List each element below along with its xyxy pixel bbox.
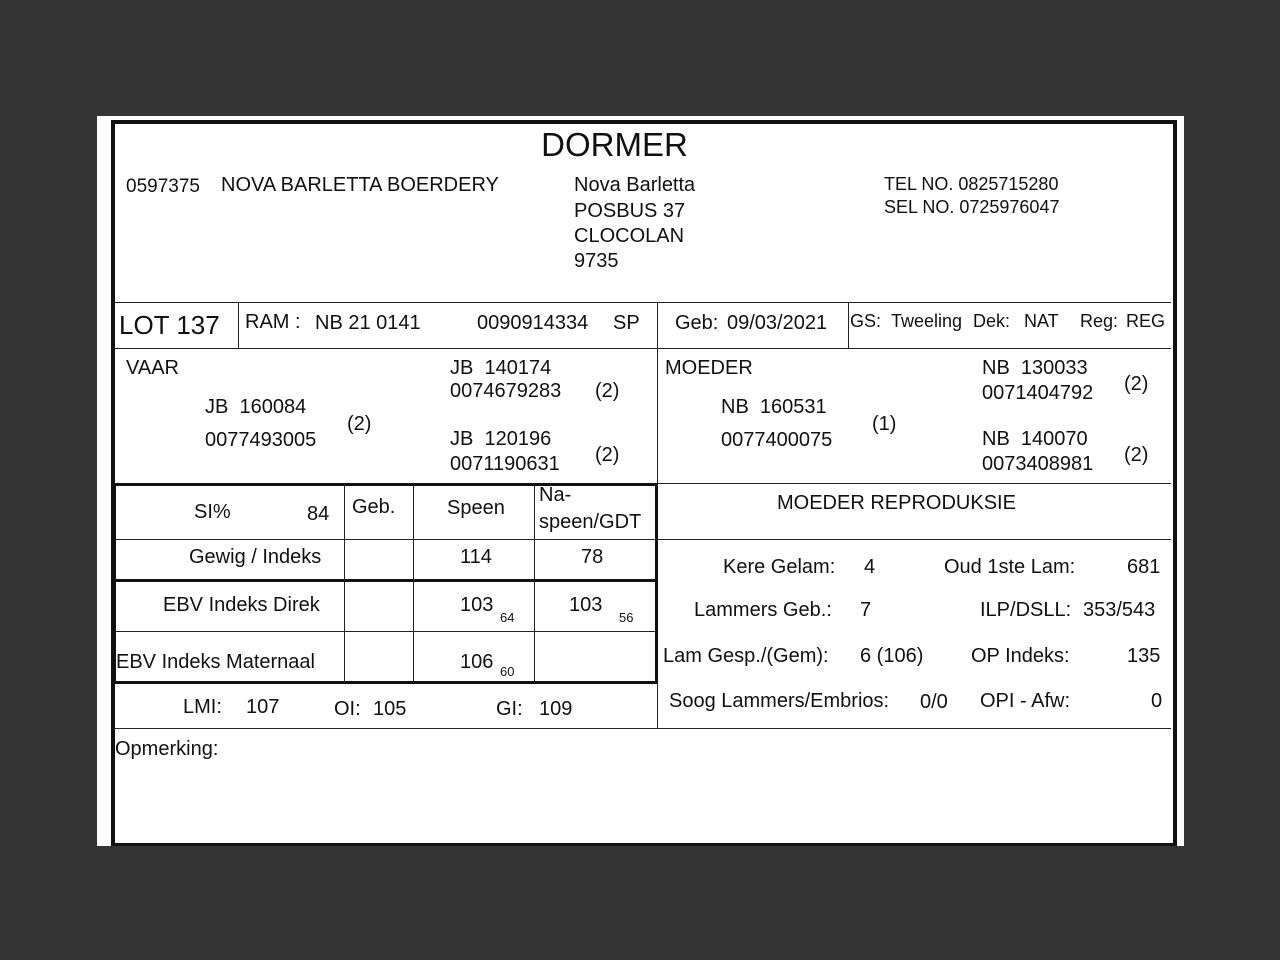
reg-value: REG xyxy=(1126,311,1166,331)
dam-number: 0077400075 xyxy=(721,429,833,451)
ram-label: RAM : xyxy=(245,311,301,333)
rule-perf-row3 xyxy=(113,631,657,632)
oi-label: OI: xyxy=(334,698,361,720)
sire-dam-number: 0071190631 xyxy=(450,453,560,475)
rule-perf-top xyxy=(113,483,657,486)
lot-number: LOT 137 xyxy=(119,310,220,340)
si-value: 84 xyxy=(307,503,330,525)
row-maternaal-label: EBV Indeks Maternaal xyxy=(116,651,315,673)
rule-lot-bottom xyxy=(113,348,1171,349)
address-line-4: 9735 xyxy=(574,250,619,272)
dam-code: (1) xyxy=(872,413,897,435)
lammers-label: Lammers Geb.: xyxy=(694,599,832,621)
breeder-code: 0597375 xyxy=(126,176,200,197)
rule-perf-row1 xyxy=(113,539,1171,540)
col-naspeen-header-1: Na- xyxy=(539,484,572,506)
ram-number: 0090914334 xyxy=(477,312,589,334)
remarks-label: Opmerking: xyxy=(115,738,219,760)
soog-label: Soog Lammers/Embrios: xyxy=(669,690,890,712)
ram-type: SP xyxy=(613,312,640,334)
row-direk-naspeen: 103 xyxy=(569,594,603,616)
breeder-name: NOVA BARLETTA BOERDERY xyxy=(221,174,499,196)
ilp-label: ILP/DSLL: xyxy=(980,599,1072,621)
sire-sire-number: 0074679283 xyxy=(450,380,562,402)
dam-dam-number: 0073408981 xyxy=(982,453,1094,475)
sel-number: SEL NO. 0725976047 xyxy=(884,197,1060,217)
dam-sire-code: (2) xyxy=(1124,373,1149,395)
geb-label: Geb: xyxy=(675,312,719,334)
gesp-value: 6 (106) xyxy=(860,645,924,667)
gi-value: 109 xyxy=(539,698,573,720)
moeder-label: MOEDER xyxy=(665,357,753,379)
dek-value: NAT xyxy=(1024,311,1059,331)
address-line-2: POSBUS 37 xyxy=(574,200,686,222)
sire-dam-id: JB 120196 xyxy=(450,428,552,450)
reg-label: Reg: xyxy=(1080,311,1119,331)
lammers-value: 7 xyxy=(860,599,872,621)
row-maternaal-speen: 106 xyxy=(460,651,494,673)
row-gewig-naspeen: 78 xyxy=(581,546,604,568)
address-line-1: Nova Barletta xyxy=(574,174,696,196)
oi-value: 105 xyxy=(373,698,407,720)
dam-dam-code: (2) xyxy=(1124,444,1149,466)
op-value: 135 xyxy=(1127,645,1161,667)
row-direk-speen: 103 xyxy=(460,594,494,616)
card-bottom-line xyxy=(111,843,1173,846)
ilp-value: 353/543 xyxy=(1083,599,1156,621)
sire-sire-code: (2) xyxy=(595,380,620,402)
rule-lot-v1 xyxy=(238,302,239,348)
row-direk-label: EBV Indeks Direk xyxy=(163,594,320,616)
lmi-label: LMI: xyxy=(183,696,222,718)
dam-sire-id: NB 130033 xyxy=(982,357,1088,379)
gi-label: GI: xyxy=(496,698,523,720)
si-label: SI% xyxy=(194,501,231,523)
kere-label: Kere Gelam: xyxy=(723,556,836,578)
vaar-label: VAAR xyxy=(126,357,179,379)
rule-perf-v2 xyxy=(413,483,414,683)
rule-lot-top xyxy=(113,302,1171,303)
lot-card xyxy=(97,116,1184,846)
row-direk-naspeen-sub: 56 xyxy=(619,610,634,625)
row-gewig-speen: 114 xyxy=(460,546,492,568)
col-speen-header: Speen xyxy=(447,497,505,519)
dam-dam-id: NB 140070 xyxy=(982,428,1088,450)
col-geb-header: Geb. xyxy=(352,496,396,518)
op-label: OP Indeks: xyxy=(971,645,1070,667)
rule-perf-v3 xyxy=(534,483,535,683)
dam-sire-number: 0071404792 xyxy=(982,382,1094,404)
rule-perf-row2 xyxy=(113,579,657,582)
col-naspeen-header-2: speen/GDT xyxy=(539,511,642,533)
sire-sire-id: JB 140174 xyxy=(450,357,552,379)
dek-label: Dek: xyxy=(973,311,1011,331)
sire-number: 0077493005 xyxy=(205,429,317,451)
row-maternaal-speen-sub: 60 xyxy=(500,664,515,679)
row-gewig-label: Gewig / Indeks xyxy=(189,546,322,568)
soog-value: 0/0 xyxy=(920,691,948,713)
oud-label: Oud 1ste Lam: xyxy=(944,556,1076,578)
gesp-label: Lam Gesp./(Gem): xyxy=(663,645,829,667)
kere-value: 4 xyxy=(864,556,876,578)
repro-title: MOEDER REPRODUKSIE xyxy=(777,492,1016,514)
opi-value: 0 xyxy=(1151,690,1163,712)
oud-value: 681 xyxy=(1127,556,1161,578)
rule-perf-v1 xyxy=(344,483,345,683)
tel-number: TEL NO. 0825715280 xyxy=(884,174,1059,194)
ram-id: NB 21 0141 xyxy=(315,312,421,334)
row-direk-speen-sub: 64 xyxy=(500,610,515,625)
rule-lot-v3 xyxy=(848,302,849,348)
lmi-value: 107 xyxy=(246,696,280,718)
opi-label: OPI - Afw: xyxy=(980,690,1071,712)
sire-id: JB 160084 xyxy=(205,396,307,418)
rule-perf-row4 xyxy=(113,681,657,684)
geb-date: 09/03/2021 xyxy=(727,312,828,334)
rule-perf-right xyxy=(655,483,658,683)
address-line-3: CLOCOLAN xyxy=(574,225,685,247)
dam-id: NB 160531 xyxy=(721,396,827,418)
breed-title: DORMER xyxy=(541,126,688,163)
sire-code: (2) xyxy=(347,413,372,435)
rule-perf-bottom xyxy=(113,728,1171,729)
rule-repro-top xyxy=(657,483,1171,484)
sire-dam-code: (2) xyxy=(595,444,620,466)
gs-label: GS: xyxy=(850,311,882,331)
gs-value: Tweeling xyxy=(891,311,963,331)
